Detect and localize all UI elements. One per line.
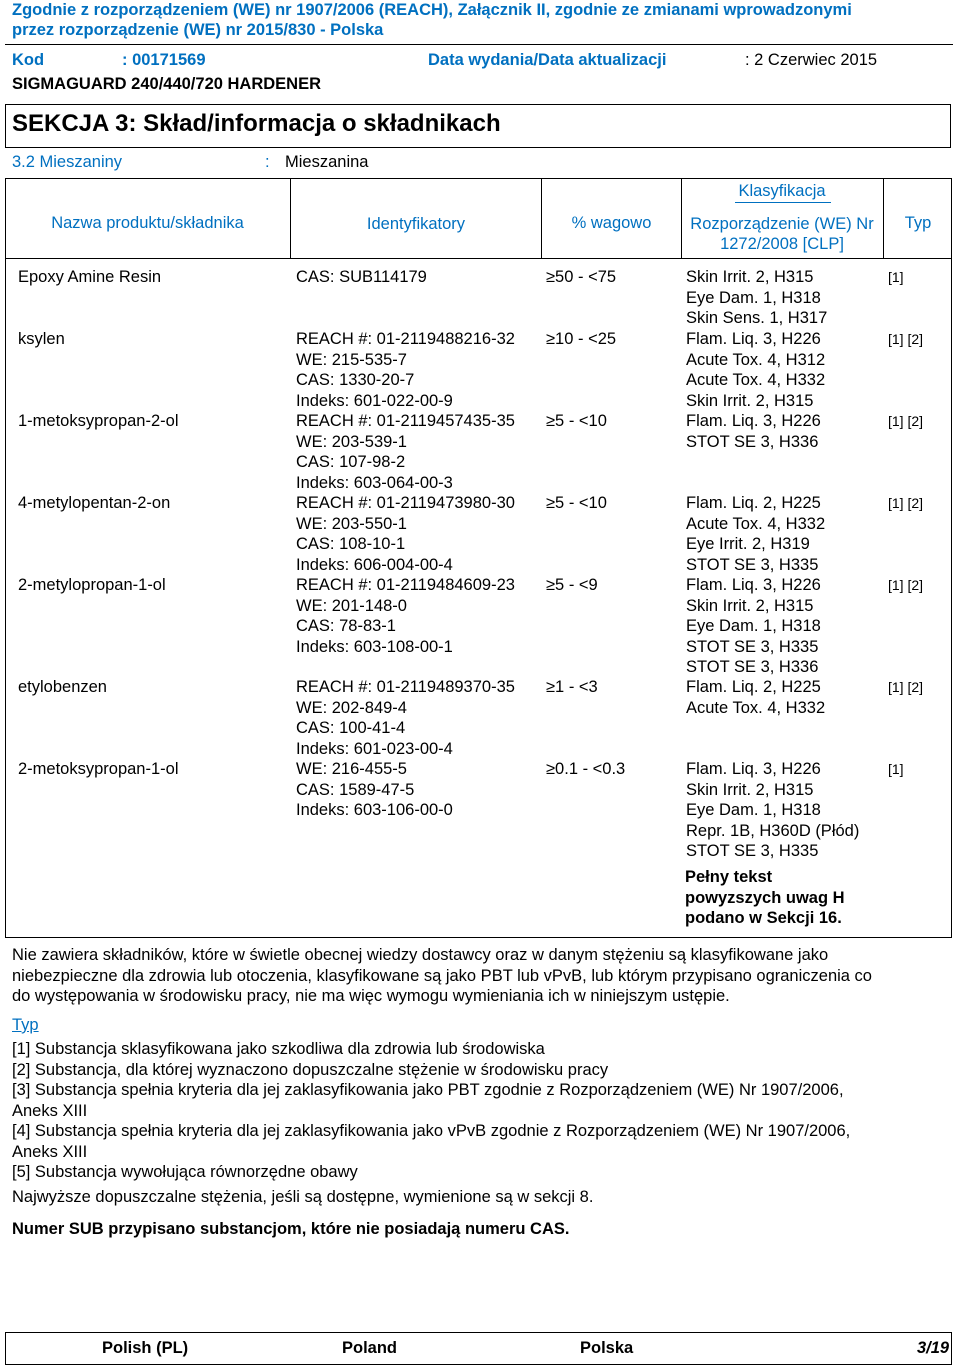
component-classification: STOT SE 3, H335 (686, 555, 819, 574)
component-name: Epoxy Amine Resin (18, 268, 162, 286)
exposure-note: Najwyższe dopuszczalne stężenia, jeśli są dostępne, wymienione są w sekcji 8. (12, 1188, 594, 1206)
component-classification: STOT SE 3, H335 (686, 842, 819, 860)
title-line-2: przez rozporządzenie (WE) nr 2015/830 - Polska (12, 21, 384, 39)
component-identifier: WE: 215-535-7 (296, 350, 407, 369)
component-type: [1] (888, 761, 904, 777)
footer-language: Polish (PL) (102, 1339, 189, 1357)
type-legend-item: [3] Substancja spełnia kryteria dla jej zaklasyfikowania jako PBT zgodnie z Rozporządzeniem (WE) Nr 1907/2006, (12, 1081, 844, 1099)
component-type: [1] [2] (888, 679, 924, 695)
header-col-divider (883, 178, 884, 259)
component-classification: Skin Irrit. 2, H315 (686, 268, 814, 286)
title-line-1: Zgodnie z rozporządzeniem (WE) nr 1907/2006 (REACH), Załącznik II, zgodnie ze zmianami wprowadzonymi (12, 1, 852, 19)
component-identifier: REACH #: 01-2119489370-35 (296, 678, 515, 696)
hazard-note-line: Pełny tekst (685, 868, 773, 886)
col-header-regulation: Rozporządzenie (WE) Nr 1272/2008 [CLP] (690, 215, 874, 253)
component-identifier: WE: 202-849-4 (296, 698, 407, 717)
component-classification: Eye Dam. 1, H318 (686, 617, 821, 635)
component-classification: Acute Tox. 4, H332 (686, 371, 826, 389)
component-identifier: WE: 203-539-1 (296, 432, 407, 451)
col-header-classification: Klasyfikacja (738, 182, 826, 200)
type-legend-item: [5] Substancja wywołująca równorzędne obawy (12, 1163, 358, 1181)
date-value: : 2 Czerwiec 2015 (745, 51, 878, 69)
component-type: [1] [2] (888, 495, 924, 511)
col-header-type: Typ (904, 214, 932, 232)
mixture-colon: : (265, 153, 270, 171)
type-legend-item: Aneks XIII (12, 1142, 88, 1161)
component-name: 1-metoksypropan-2-ol (18, 412, 179, 430)
type-legend-label: Typ (12, 1016, 39, 1034)
kod-label: Kod (12, 51, 45, 69)
component-identifier: CAS: 78-83-1 (296, 617, 396, 635)
component-classification: Acute Tox. 4, H312 (686, 350, 826, 369)
component-classification: Repr. 1B, H360D (Płód) (686, 821, 860, 840)
component-weight: ≥50 - <75 (546, 268, 617, 286)
component-classification: Flam. Liq. 2, H225 (686, 678, 821, 696)
footer-country-local: Polska (580, 1339, 634, 1357)
component-identifier: CAS: 100-41-4 (296, 719, 406, 737)
component-classification: Flam. Liq. 3, H226 (686, 760, 821, 778)
kod-value: : 00171569 (122, 51, 206, 69)
header-col-divider (681, 178, 682, 259)
component-weight: ≥1 - <3 (546, 678, 598, 696)
component-classification: STOT SE 3, H336 (686, 658, 819, 676)
disclaimer-paragraph (12, 945, 942, 1007)
sub-number-note: Numer SUB przypisano substancjom, które nie posiadają numeru CAS. (12, 1220, 570, 1238)
mixture-label: 3.2 Mieszaniny (12, 153, 123, 171)
component-classification: Flam. Liq. 2, H225 (686, 494, 821, 512)
component-name: etylobenzen (18, 678, 107, 696)
disclaimer-line: do występowania w środowisku pracy, nie ma więc wymogu wymieniania ich w niniejszym ustępie. (12, 987, 730, 1005)
component-weight: ≥10 - <25 (546, 330, 617, 348)
header-col-divider (290, 178, 291, 259)
component-classification: STOT SE 3, H336 (686, 432, 819, 451)
type-legend-item: [4] Substancja spełnia kryteria dla jej zaklasyfikowania jako vPvB zgodnie z Rozporządzeniem (WE) Nr 1907/2006, (12, 1122, 851, 1140)
header-col-divider (541, 178, 542, 259)
type-legend-item: Aneks XIII (12, 1101, 88, 1120)
component-weight: ≥5 - <10 (546, 494, 607, 512)
type-legend (12, 1039, 942, 1183)
classification-underline (735, 202, 831, 203)
component-identifier: WE: 216-455-5 (296, 760, 407, 778)
component-identifier: CAS: 107-98-2 (296, 453, 406, 471)
component-type: [1] [2] (888, 577, 924, 593)
component-identifier: WE: 201-148-0 (296, 596, 407, 615)
component-name: ksylen (18, 330, 65, 348)
component-classification: Flam. Liq. 3, H226 (686, 412, 821, 430)
section-title: SEKCJA 3: Skład/informacja o składnikach (12, 110, 501, 137)
component-classification: Flam. Liq. 3, H226 (686, 576, 821, 594)
component-identifier: WE: 203-550-1 (296, 514, 407, 533)
component-identifier: Indeks: 603-064-00-3 (296, 473, 453, 492)
hazard-note (685, 867, 845, 929)
col-header-name: Nazwa produktu/składnika (51, 214, 244, 232)
component-identifier: CAS: SUB114179 (296, 268, 427, 286)
header-row-divider (5, 258, 952, 259)
component-type: [1] [2] (888, 331, 924, 347)
component-identifier: Indeks: 603-106-00-0 (296, 801, 453, 819)
component-weight: ≥5 - <9 (546, 576, 598, 594)
component-classification: Skin Irrit. 2, H315 (686, 391, 814, 410)
mixture-value: Mieszanina (285, 153, 369, 171)
component-classification: Acute Tox. 4, H332 (686, 514, 826, 533)
hazard-note-line: podano w Sekcji 16. (685, 909, 842, 927)
component-identifier: REACH #: 01-2119457435-35 (296, 412, 515, 430)
type-legend-item: [2] Substancja, dla której wyznaczono dopuszczalne stężenie w środowisku pracy (12, 1060, 609, 1079)
component-name: 2-metylopropan-1-ol (18, 576, 166, 594)
component-classification: Skin Irrit. 2, H315 (686, 780, 814, 799)
footer-country: Poland (342, 1339, 398, 1357)
component-identifier: REACH #: 01-2119473980-30 (296, 494, 515, 512)
component-identifier: Indeks: 606-004-00-4 (296, 555, 453, 574)
component-classification: Acute Tox. 4, H332 (686, 698, 826, 717)
component-classification: STOT SE 3, H335 (686, 637, 819, 656)
component-type: [1] (888, 269, 904, 285)
col-header-weight: % wagowo (571, 214, 652, 232)
type-legend-item: [1] Substancja sklasyfikowana jako szkodliwa dla zdrowia lub środowiska (12, 1040, 545, 1058)
component-classification: Eye Dam. 1, H318 (686, 288, 821, 307)
component-identifier: CAS: 108-10-1 (296, 535, 406, 553)
footer-page-number: 3/19 (917, 1339, 950, 1357)
document-title (12, 0, 952, 40)
component-identifier: REACH #: 01-2119488216-32 (296, 330, 515, 348)
component-identifier: REACH #: 01-2119484609-23 (296, 576, 515, 594)
component-classification: Eye Dam. 1, H318 (686, 801, 821, 819)
component-classification: Skin Irrit. 2, H315 (686, 596, 814, 615)
component-weight: ≥5 - <10 (546, 412, 607, 430)
component-type: [1] [2] (888, 413, 924, 429)
component-classification: Eye Irrit. 2, H319 (686, 535, 810, 553)
product-name: SIGMAGUARD 240/440/720 HARDENER (12, 75, 322, 93)
component-identifier: Indeks: 601-023-00-4 (296, 739, 453, 758)
component-weight: ≥0.1 - <0.3 (546, 760, 626, 778)
component-classification: Flam. Liq. 3, H226 (686, 330, 821, 348)
hazard-note-line: powyzszych uwag H (685, 888, 845, 907)
component-classification: Skin Sens. 1, H317 (686, 309, 828, 327)
col-header-identifiers: Identyfikatory (366, 215, 466, 233)
disclaimer-line: Nie zawiera składników, które w świetle obecnej wiedzy dostawcy oraz w danym stężeniu są klasyfikowane jako (12, 946, 829, 964)
date-label: Data wydania/Data aktualizacji (428, 51, 667, 69)
header-divider (5, 44, 953, 45)
disclaimer-line: niebezpieczne dla zdrowia lub otoczenia, klasyfikowane są jako PBT lub vPvB, lub którym przypisano ograniczenia co (12, 966, 872, 985)
component-identifier: CAS: 1330-20-7 (296, 371, 415, 389)
component-identifier: CAS: 1589-47-5 (296, 780, 415, 799)
component-identifier: Indeks: 603-108-00-1 (296, 637, 453, 656)
component-name: 4-metylopentan-2-on (18, 494, 171, 512)
component-identifier: Indeks: 601-022-00-9 (296, 391, 453, 410)
component-name: 2-metoksypropan-1-ol (18, 760, 179, 778)
